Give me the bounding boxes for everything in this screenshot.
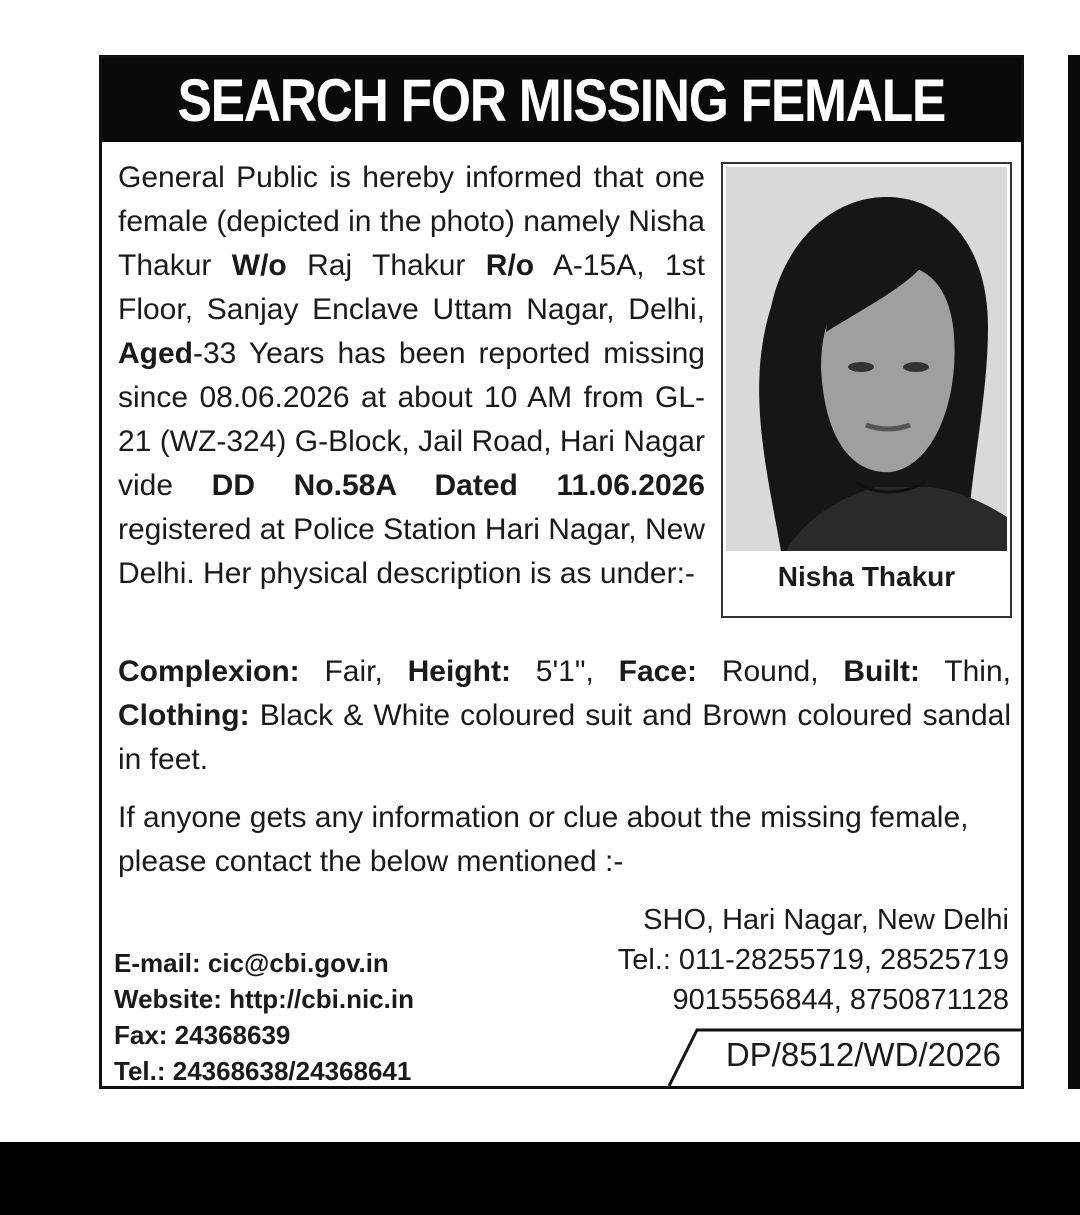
complexion-value: Fair, (299, 655, 408, 688)
notice-title-banner (102, 58, 1021, 142)
photo-caption: Nisha Thakur (777, 561, 956, 592)
built-value: Thin, (920, 655, 1011, 688)
sho-contact-block (618, 900, 1009, 1020)
reference-number: DP/8512/WD/2026 (725, 1036, 1001, 1073)
sho-office: SHO, Hari Nagar, New Delhi (643, 904, 1009, 936)
intro-paragraph (118, 156, 705, 596)
face-value: Round, (697, 655, 844, 688)
intro-bold-dd-number: DD No.58A Dated 11.06.2026 (211, 469, 705, 502)
intro-bold-wo: W/o (231, 249, 287, 282)
intro-text-4: -33 Years has been reported missing since 08.06.2026 at about 10 AM from GL-21 (WZ-324) G-Block, Jail Road, Hari Nagar vide (118, 337, 705, 502)
intro-text-3: A-15A, 1st Floor, Sanjay Enclave Uttam Nagar, Delhi, (118, 249, 705, 326)
physical-description (118, 650, 1011, 782)
appeal-paragraph: If anyone gets any information or clue about the missing female, please contact the below mentioned :- (118, 801, 969, 878)
notice-title: SEARCH FOR MISSING FEMALE (177, 66, 946, 134)
built-label: Built: (843, 655, 921, 688)
intro-bold-aged: Aged (118, 337, 193, 370)
intro-text-1: General Public is hereby informed that one female (depicted in the photo) namely Nisha Thakur (118, 161, 705, 282)
sho-telephone: Tel.: 011-28255719, 28525719 (617, 944, 1009, 976)
intro-bold-ro: R/o (485, 249, 535, 282)
reference-tab (667, 1028, 1021, 1086)
contact-fax: Fax: 24368639 (114, 1020, 291, 1050)
bottom-black-strip (0, 1142, 1080, 1215)
contact-email: E-mail: cic@cbi.gov.in (114, 948, 389, 978)
intro-text-2: Raj Thakur (286, 249, 486, 282)
height-value: 5'1", (510, 655, 619, 688)
cbi-contact-block (114, 945, 414, 1089)
adjacent-notice-edge (1068, 55, 1080, 1089)
missing-person-notice (99, 55, 1024, 1089)
sho-mobile: 9015556844, 8750871128 (672, 984, 1009, 1016)
missing-person-photo (726, 167, 1007, 551)
face-label: Face: (618, 655, 698, 688)
photo-frame (721, 162, 1012, 618)
contact-telephone: Tel.: 24368638/24368641 (114, 1056, 412, 1086)
clothing-value: Black & White coloured suit and Brown coloured sandal in feet. (118, 699, 1011, 776)
complexion-label: Complexion: (118, 655, 300, 688)
intro-text-5: registered at Police Station Hari Nagar, New Delhi. Her physical description is as under:- (118, 513, 705, 590)
contact-website: Website: http://cbi.nic.in (114, 984, 414, 1014)
height-label: Height: (407, 655, 511, 688)
clothing-label: Clothing: (118, 699, 250, 732)
